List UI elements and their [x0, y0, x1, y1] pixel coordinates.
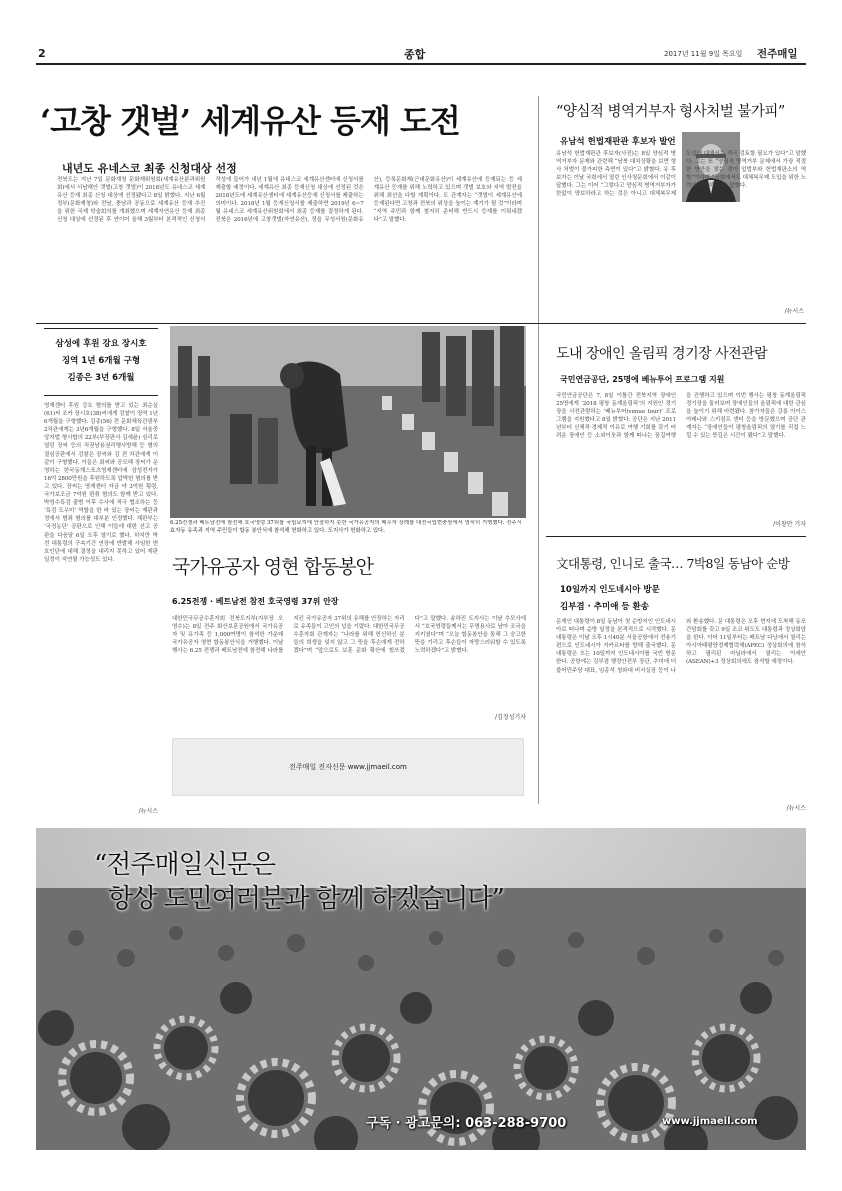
olympic-subheadline: 국민연금공단, 25명에 베뉴투어 프로그램 지원 [560, 375, 725, 384]
side-top-body: 유남석 헌법재판관 후보자(사진)는 8일 양심적 병역거부자 문제와 관련해 “남북 대치상황을 보면 형사 처벌이 불가피한 측면이 있다”고 밝혔다. 유 후보자는 이날 국회에서 열린 인사청문회에서 이같이 답했다. 그는 이어 “그렇다고 양심적 병역거부자가 한없이 양보하라고 하는 것은 아니고 대체복무제 도입에 대해서는 적극 검토할 필요가 있다”고 말했다. 그는 또 “양심적 병역거부 문제에서 가장 적절한 방안을 찾는 것이 입법부와 헌법재판소의 역할”이라며 “국회에서도 대체복무제 도입을 위한 노력이 필요하다”고 말했다. [556, 151, 806, 198]
main-subheadline: 내년도 유네스코 최종 신청대상 선정 [62, 162, 237, 175]
issue-date: 2017년 11월 9일 목요일 [664, 50, 743, 58]
president-byline: /뉴시스 [786, 805, 806, 812]
promo-ad [36, 828, 806, 1150]
section-name: 종합 [404, 48, 426, 61]
left-title-line-3: 김종은 3년 6개월 [67, 373, 135, 383]
left-column-body: 영재센터 후원 강요 혐의를 받고 있는 최순실(61)씨 조카 장시호(38)씨에게 검찰이 징역 1년 6개월을 구형했다. 김종(56) 전 문화체육관광부 2차관에게는 3년6개월을 구형했다. 8일 서울중앙지법 형사합의 22부(부장판사 김세윤) 심리로 열린 장씨 등의 직권남용권리행사방해 등 혐의 결심공판에서 검찰은 장씨와 김 전 차관에게 이같이 구형했다. 이들은 최씨와 공모해 장씨가 운영하는 한국동계스포츠영재센터에 삼성전자가 16억 2800만원을 후원하도록 압박한 혐의를 받고 있다. 장씨는 영재센터 자금 약 3억원 횡령, 국가보조금 7억원 편취 혐의도 함께 받고 있다. 박영수특검 출범 이후 수사에 적극 협조하는 등 ‘특검 도우미’ 역할을 한 바 있는 장씨는 재판과정에서 범죄 혐의를 대부분 인정했다. 재판부는 ‘국정농단’ 공판으로 인해 이들에 대한 선고 공판을 다음달 6일 오후 열기로 했다. 하지만 박 전 대통령의 구속기간 연장에 반발해 사임한 변호인단에 대해 결정을 내리지 못하고 있어 재판 일정이 지연될 가능성도 있다. [44, 403, 158, 563]
olympic-body: 국민연금공단은 7, 8일 이틀간 전북지역 장애인 25명에게 ‘2018 평창 동계올림픽’의 지원인 경기장을 사전관람하는 ‘베뉴투어(venue tour)’ 프로그램을 지원했다고 8일 밝혔다. 공단은 지난 2011년부터 신체적·경제적 이유로 여행 기회를 갖기 어려운 장애인 등 소외이웃과 함께 떠나는 꿈길여행을 진행하고 있으며 이번 행사는 평창 동계올림픽 경기장을 둘러보며 장애인들의 올림픽에 대한 관심을 높이기 위해 마련됐다. 참가자들은 강릉 아이스아레나와 스키점프 센터 등을 방문했으며 공단 관계자는 “장애인들이 평창올림픽의 열기를 직접 느낄 수 있는 뜻깊은 시간이 됐다”고 말했다. [556, 393, 806, 440]
promo-line-2: 항상 도민여러분과 함께 하겠습니다” [108, 884, 504, 914]
main-article-body: 전북도는 지난 7일 문화재청 문화재위원회(세계유산분과위원회)에서 서남해안 갯벌(고창 갯벌)이 2018년도 유네스코 세계유산 등재 최종 신청 대상에 선정됐다고 8일 밝혔다. 지난 6월 정부(문화재청)와 전남, 충남과 공동으로 세계유산 등재 추진을 위한 국제 학술회의를 개최했으며 세계자연유산 등재 최종 신청 대상에 선정된 후 연이어 올해 3월부터 본격적인 신청서 작성에 들어가 내년 1월에 유네스코 세계유산센터에 신청서를 제출할 예정이다. 세계유산 최종 등재신청 대상에 선정된 것은 2018년도에 세계유산센터에 세계유산등재 신청서를 제출하는 의미이다. 2018년 1월 등재신청서를 제출하면 2019년 6~7월 유네스코 세계유산위원회에서 최종 등재를 결정하게 된다. 전북은 2016년에 고창갯벌(자연유산), 정읍 무성서원(문화유산), 등록문화재(근대문화유산)이 세계유산에 등재되는 등 세계유산 등재를 위해 노력하고 있으며 갯벌 보호와 지역 발전을 위해 최선을 다할 계획이다. 도 관계자는 “갯벌이 세계유산에 등재된다면 고창과 전북의 위상을 높이는 계기가 될 것”이라며 “지역 주민과 함께 철저히 준비해 반드시 등재를 이뤄내겠다”고 말했다. [57, 177, 522, 224]
side-top-byline: /뉴시스 [784, 308, 804, 315]
masthead [0, 0, 842, 62]
president-subheadline-1: 10일까지 인도네시아 방문 [560, 585, 660, 595]
promo-line-1: “전주매일신문은 [94, 850, 276, 880]
left-column-byline: /뉴시스 [138, 808, 158, 815]
masthead-rule [36, 63, 806, 65]
memorial-subheadline: 6.25전쟁 · 베트남전 참전 호국영령 37위 안장 [172, 597, 339, 606]
president-headline: 文대통령, 인니로 출국… 7박8일 동남아 순방 [556, 556, 790, 571]
memorial-headline: 국가유공자 영현 합동봉안 [172, 556, 373, 578]
e-paper-ad-label: 전주매일 전자신문 www.jjmaeil.com [289, 763, 407, 771]
memorial-byline: /김정성기자 [494, 714, 526, 721]
side-top-subheadline: 유남석 헌법재판관 후보자 발언 [560, 137, 676, 147]
olympic-rule [546, 536, 806, 537]
page-number: 2 [38, 47, 46, 60]
upper-section-rule [36, 323, 806, 324]
left-column-title-box [44, 328, 158, 396]
president-body: 문재인 대통령이 8일 동남아 첫 순방지인 인도네시아로 떠나며 순방 일정을 본격적으로 시작했다. 문 대통령은 이날 오후 1시40분 서울공항에서 전용기편으로 인도네시아 자카르타를 향해 출국했다. 문 대통령은 오는 10일까지 인도네시아를 국빈 방문한다. 공항에는 김부겸 행정안전부 장관, 추미애 더불어민주당 대표, 임종석 청와대 비서실장 등이 나와 환송했다. 문 대통령은 오후 현지에 도착해 동포간담회를 갖고 9일 조코 위도도 대통령과 정상회담을 한다. 이어 11일부터는 베트남 다낭에서 열리는 아시아태평양경제협력체(APEC) 정상회의에 참석하고 필리핀 마닐라에서 열리는 아세안(ASEAN)+3 정상회의에도 참석할 예정이다. [556, 619, 806, 674]
left-title-line-2: 징역 1년 6개월 구형 [61, 356, 141, 366]
paper-name: 전주매일 [757, 48, 798, 60]
photo-caption: 6.25전쟁과 베트남전에 참전해 호국영령 37위를 국립묘지에 안장하지 못한 국가유공자의 배우자 장례를 대전국립현충원에서 엄숙히 거행했다. 전주시 효자동 유족과 지역 주민들이 합동 봉안식에 참석해 헌화하고 있다. 도지사가 헌화하고 있다. [170, 520, 522, 534]
olympic-byline: /이창만 기자 [773, 521, 806, 528]
memorial-body-right [386, 552, 526, 608]
promo-contact: 구독 · 광고문의: 063-288-9700 [366, 1116, 567, 1131]
memorial-body: 대한민국무공수훈자회 전북도지부(지부장 오영수)는 8일 전주 화산보훈공원에서 국가유공자 및 유가족 등 1,000여명이 참석한 가운데 국가유공자 영현 합동봉안식을 거행했다. 이날 행사는 6.25 전쟁과 베트남전에 참전해 나라를 지킨 국가유공자 37위의 유해를 안장하는 자리로 유족들이 고인의 넋을 기렸다. 대한민국무공수훈자회 관계자는 “나라를 위해 헌신하신 분들의 희생을 잊지 않고 그 뜻을 후손에게 전하겠다”며 “앞으로도 보훈 문화 확산에 힘쓰겠다”고 말했다. 송하진 도지사는 이날 추모사에서 “호국영령들께서는 무명용사로 남아 조국을 지키셨다”며 “오늘 합동봉안을 통해 그 숭고한 뜻을 기리고 후손들이 자랑스러워할 수 있도록 노력하겠다”고 밝혔다. [172, 616, 526, 655]
main-headline: ‘고창 갯벌’ 세계유산 등재 도전 [40, 102, 460, 140]
left-title-line-1: 삼성에 후원 강요 장시호 [55, 339, 147, 349]
right-lower-divider [538, 326, 539, 804]
president-subheadline-2: 김부겸 · 추미애 등 환송 [560, 602, 649, 612]
promo-website[interactable]: www.jjmaeil.com [662, 1116, 758, 1127]
olympic-headline: 도내 장애인 올림픽 경기장 사전관람 [556, 346, 768, 362]
memorial-ceremony-photo [170, 326, 526, 518]
side-top-headline: “양심적 병역거부자 형사처벌 불가피” [556, 104, 785, 120]
e-paper-ad-banner[interactable] [172, 738, 524, 796]
